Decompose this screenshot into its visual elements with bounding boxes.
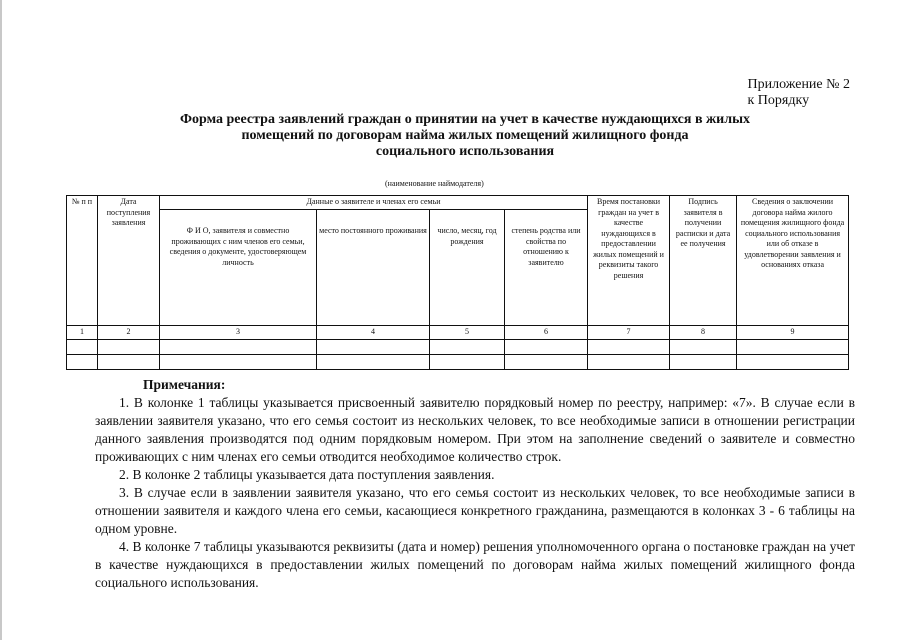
header-conclusion: Сведения о заключении договора найма жилого помещения жилищного фонда социального использования или об отказе в удовлетворении заявления и основаниях отказа	[737, 196, 849, 326]
column-number: 4	[317, 326, 430, 340]
table-cell	[317, 354, 430, 369]
note-3: 3. В случае если в заявлении заявителя указано, что его семья состоит из нескольких человек, то все необходимые записи в отношении заявителя и каждого члена его семьи, касающиеся конкретного гражданина, размещаются в колонках 3 - 6 таблицы на одном уровне.	[95, 485, 855, 536]
header-date: Дата поступления заявления	[98, 196, 160, 326]
table-cell	[98, 354, 160, 369]
column-number: 3	[160, 326, 317, 340]
note-2: 2. В колонке 2 таблицы указывается дата поступления заявления.	[119, 467, 495, 482]
registry-table	[66, 195, 849, 370]
table-cell	[67, 354, 98, 369]
table-cell	[67, 339, 98, 354]
column-number: 8	[670, 326, 737, 340]
appendix-line-1: Приложение № 2	[747, 77, 850, 92]
appendix-reference	[748, 77, 851, 109]
column-number: 7	[588, 326, 670, 340]
table-cell	[670, 339, 737, 354]
header-residence: место постоянного проживания	[317, 210, 430, 326]
table-cell	[430, 354, 505, 369]
note-1: 1. В колонке 1 таблицы указывается присвоенный заявителю порядковый номер по реестру, например: «7». В случае если в заявлении заявителя указано, что его семья состоит из нескольких человек, то все необходимые записи в отношении регистрации данного заявления производятся под одним порядковым номером. При этом на заполнение сведений о заявителе и совместно проживающих с ним членах его семьи отводится необходимое количество строк.	[95, 395, 855, 464]
column-number: 2	[98, 326, 160, 340]
table-cell	[670, 354, 737, 369]
header-applicant-data: Данные о заявителе и членах его семьи	[160, 196, 588, 210]
column-number-row	[67, 326, 849, 340]
appendix-line-2: к Порядку	[747, 93, 810, 108]
page-edge	[0, 0, 2, 640]
title-line-1: Форма реестра заявлений граждан о принятии на учет в качестве нуждающихся в жилых	[179, 112, 751, 127]
note-4: 4. В колонке 7 таблицы указываются реквизиты (дата и номер) решения уполномоченного органа о постановке граждан на учет в качестве нуждающихся в предоставлении жилых помещений по договорам найма жилых помещений жилищного фонда социального использования.	[95, 539, 855, 590]
table-row	[67, 339, 849, 354]
header-relation: степень родства или свойства по отношению к заявителю	[505, 210, 588, 326]
table-cell	[588, 354, 670, 369]
table-cell	[160, 339, 317, 354]
column-number: 9	[737, 326, 849, 340]
title-line-2: помещений по договорам найма жилых помещений жилищного фонда	[241, 128, 689, 143]
column-number: 5	[430, 326, 505, 340]
table-cell	[98, 339, 160, 354]
header-birth-date: число, месяц, год рождения	[430, 210, 505, 326]
document-title	[120, 112, 810, 160]
table-cell	[737, 339, 849, 354]
column-number: 6	[505, 326, 588, 340]
header-number: № п п	[67, 196, 98, 326]
title-line-3: социального использования	[375, 144, 555, 159]
table-cell	[588, 339, 670, 354]
table-cell	[160, 354, 317, 369]
table-cell	[505, 354, 588, 369]
table-cell	[430, 339, 505, 354]
table-cell	[317, 339, 430, 354]
notes-heading: Примечания:	[143, 377, 226, 392]
table-cell	[505, 339, 588, 354]
landlord-caption: (наименование наймодателя)	[385, 179, 484, 188]
header-registration-time: Время постановки граждан на учет в качестве нуждающихся в предоставлении жилых помещений и реквизиты такого решения	[588, 196, 670, 326]
table-cell	[737, 354, 849, 369]
header-signature: Подпись заявителя в получении расписки и дата ее получения	[670, 196, 737, 326]
table-row	[67, 354, 849, 369]
header-fio: Ф И О, заявителя и совместно проживающих с ним членов его семьи, сведения о документе, удостоверяющем личность	[160, 210, 317, 326]
column-number: 1	[67, 326, 98, 340]
notes-section	[95, 376, 855, 592]
